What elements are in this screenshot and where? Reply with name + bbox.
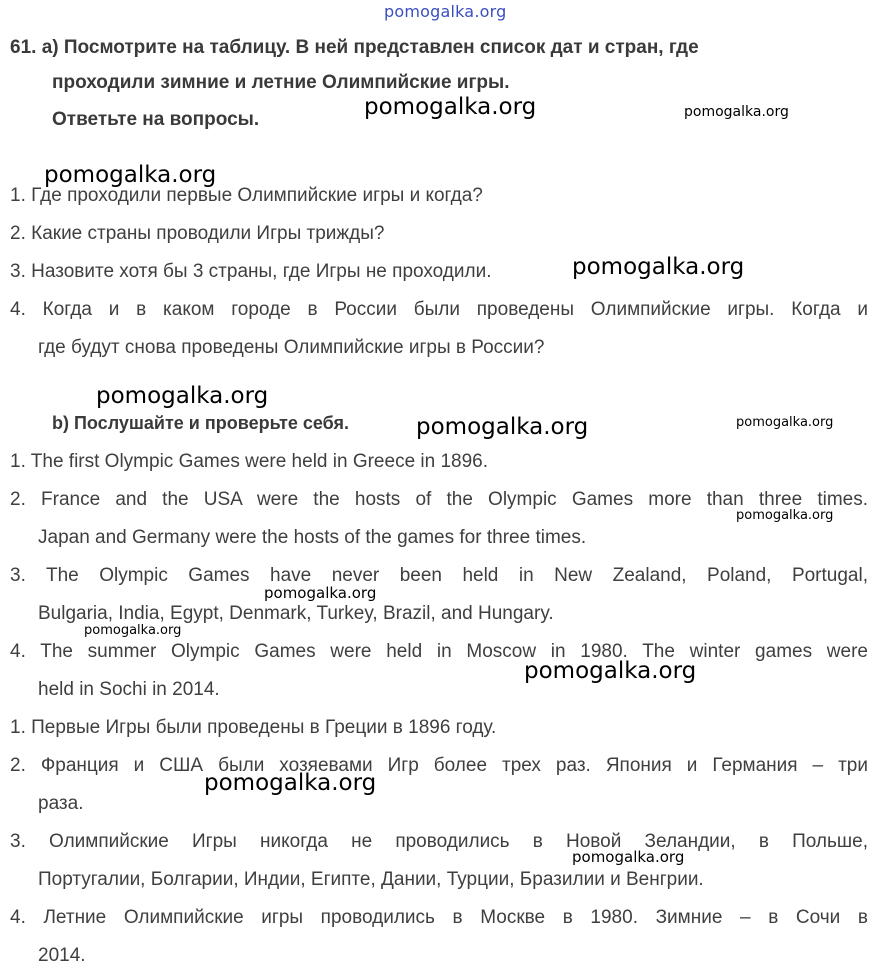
task-heading-line-2: проходили зимние и летние Олимпийские игры. (52, 72, 510, 93)
task-heading-line-1: 61. а) Посмотрите на таблицу. В ней представлен список дат и стран, где (10, 37, 699, 58)
watermark-overlay: pomogalka.org (572, 254, 745, 280)
watermark-overlay: pomogalka.org (364, 94, 537, 120)
watermark-overlay: pomogalka.org (416, 414, 589, 440)
watermark-overlay: pomogalka.org (572, 848, 685, 866)
watermark-top: pomogalka.org (384, 2, 507, 21)
answer-ru-4-line-2: 2014. (38, 945, 86, 966)
answer-ru-2-line-1: 2. Франция и США были хозяевами Игр более трех раз. Япония и Германия – три (10, 755, 868, 776)
watermark-overlay: pomogalka.org (264, 584, 377, 602)
question-3: 3. Назовите хотя бы 3 страны, где Игры не проходили. (10, 261, 492, 282)
answer-ru-3-line-2: Португалии, Болгарии, Индии, Египте, Дании, Турции, Бразилии и Венгрии. (38, 869, 704, 890)
question-4-line-2: где будут снова проведены Олимпийские игры в России? (38, 337, 545, 358)
answer-en-3-line-1: 3. The Olympic Games have never been held in New Zealand, Poland, Portugal, (10, 565, 868, 586)
answer-en-2-line-2: Japan and Germany were the hosts of the games for three times. (38, 527, 587, 548)
answer-en-3-line-2: Bulgaria, India, Egypt, Denmark, Turkey, Brazil, and Hungary. (38, 603, 554, 624)
question-2: 2. Какие страны проводили Игры трижды? (10, 223, 385, 244)
answer-en-2-line-1: 2. France and the USA were the hosts of the Olympic Games more than three times. (10, 489, 868, 510)
answer-en-1: 1. The first Olympic Games were held in Greece in 1896. (10, 451, 489, 472)
watermark-overlay: pomogalka.org (684, 104, 789, 120)
answer-ru-4-line-1: 4. Летние Олимпийские игры проводились в Москве в 1980. Зимние – в Сочи в (10, 907, 868, 928)
part-b-heading: b) Послушайте и проверьте себя. (52, 413, 350, 433)
watermark-overlay: pomogalka.org (44, 162, 217, 188)
question-1: 1. Где проходили первые Олимпийские игры и когда? (10, 185, 483, 206)
watermark-overlay: pomogalka.org (84, 623, 182, 638)
watermark-overlay: pomogalka.org (736, 415, 834, 430)
watermark-overlay: pomogalka.org (96, 383, 269, 409)
answer-ru-1: 1. Первые Игры были проведены в Греции в 1896 году. (10, 717, 497, 738)
watermark-overlay: pomogalka.org (204, 770, 377, 796)
watermark-overlay: pomogalka.org (524, 658, 697, 684)
answer-en-4-line-1: 4. The summer Olympic Games were held in Moscow in 1980. The winter games were (10, 641, 868, 662)
watermark-overlay: pomogalka.org (736, 508, 834, 523)
answer-en-4-line-2: held in Sochi in 2014. (38, 679, 220, 700)
task-heading-line-3: Ответьте на вопросы. (52, 109, 260, 130)
answer-ru-3-line-1: 3. Олимпийские Игры никогда не проводились в Новой Зеландии, в Польше, (10, 831, 868, 852)
answer-ru-2-line-2: раза. (38, 793, 84, 814)
question-4-line-1: 4. Когда и в каком городе в России были проведены Олимпийские игры. Когда и (10, 299, 868, 320)
